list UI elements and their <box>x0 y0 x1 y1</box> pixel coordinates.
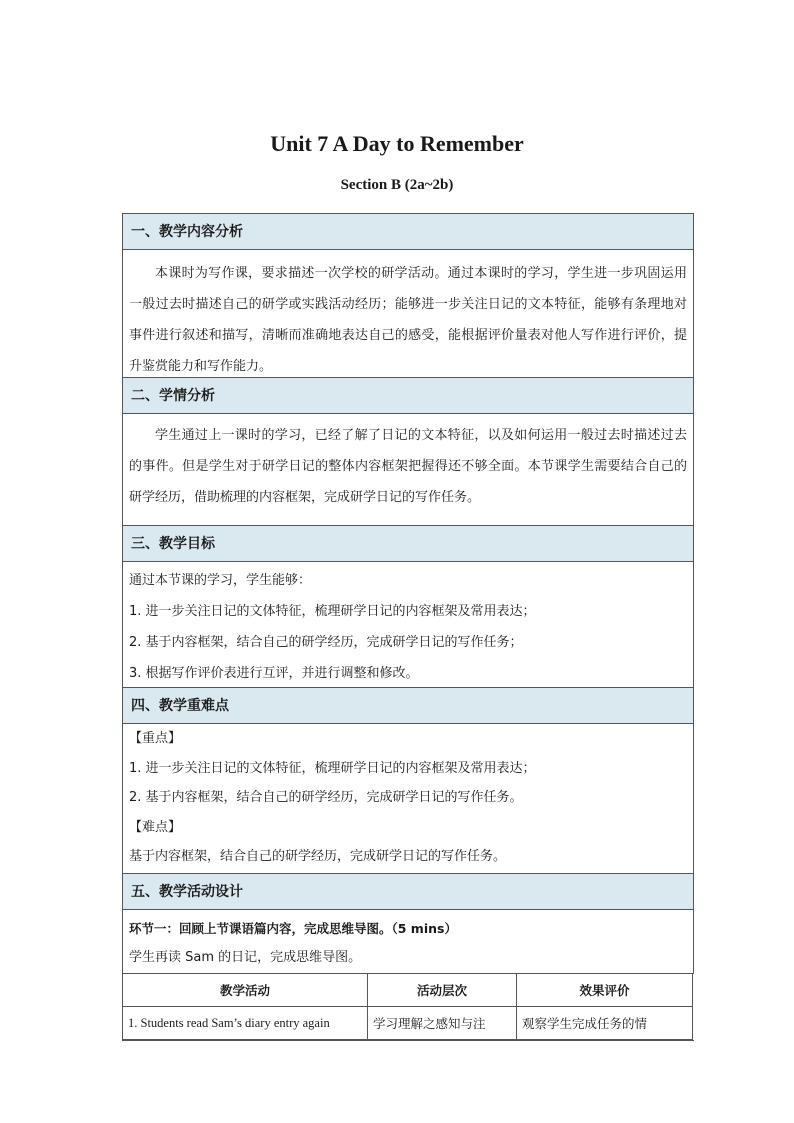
goal-item: 2. 基于内容框架，结合自己的研学经历，完成研学日记的写作任务； <box>129 635 523 650</box>
section-header-key-points: 四、教学重难点 <box>122 688 694 724</box>
difficulty-item: 基于内容框架，结合自己的研学经历，完成研学日记的写作任务。 <box>129 849 507 864</box>
section-body-student-analysis <box>122 414 694 526</box>
key-point-item: 1. 进一步关注日记的文体特征，梳理研学日记的内容框架及常用表达； <box>129 760 536 776</box>
key-point-label: 【重点】 <box>129 731 182 746</box>
difficulty-label: 【难点】 <box>129 819 182 835</box>
section-body-key-points <box>122 724 694 874</box>
key-point-item: 2. 基于内容框架，结合自己的研学经历，完成研学日记的写作任务。 <box>129 790 523 805</box>
document-title: Unit 7 A Day to Remember <box>270 131 524 156</box>
section-header-student-analysis: 二、学情分析 <box>122 378 694 414</box>
activity-table-header: 效果评价 <box>517 974 693 1007</box>
section-header-activity-design: 五、教学活动设计 <box>122 874 694 910</box>
activity-table-cell: 1. Students read Sam’s diary entry again <box>123 1007 368 1040</box>
student-analysis-text: 学生通过上一课时的学习，已经了解了日记的文本特征，以及如何运用一般过去时描述过去的事件。但是学生对于研学日记的整体内容框架把握得还不够全面。本节课学生需要结合自己的研学经历，借助梳理的内容框架，完成研学日记的写作任务。 <box>129 428 687 505</box>
content-analysis-text: 本课时为写作课，要求描述一次学校的研学活动。通过本课时的学习，学生进一步巩固运用一般过去时描述自己的研学或实践活动经历；能够进一步关注日记的文本特征，能够有条理地对事件进行叙述和描写，清晰而准确地表达自己的感受，能根据评价量表对他人写作进行评价，提升鉴赏能力和写作能力。 <box>129 266 687 374</box>
goal-item: 3. 根据写作评价表进行互评，并进行调整和修改。 <box>129 666 419 681</box>
section-header-teaching-goals: 三、教学目标 <box>122 526 694 562</box>
section-header-content-analysis: 一、教学内容分析 <box>122 214 694 250</box>
goal-item: 1. 进一步关注日记的文体特征，梳理研学日记的内容框架及常用表达； <box>129 604 536 619</box>
activity-table <box>122 974 694 1041</box>
section-body-teaching-goals <box>122 562 694 688</box>
section-body-content-analysis <box>122 250 694 378</box>
document-subtitle: Section B (2a~2b) <box>340 177 454 193</box>
step-one-text: 学生再读 Sam 的日记，完成思维导图。 <box>129 950 362 965</box>
activity-table-cell: 观察学生完成任务的情 <box>517 1007 693 1040</box>
goals-intro: 通过本节课的学习，学生能够： <box>129 573 312 588</box>
lesson-plan-table <box>122 213 694 1041</box>
activity-table-header: 活动层次 <box>368 974 517 1007</box>
section-body-activity-design <box>122 910 694 974</box>
activity-table-cell: 学习理解之感知与注 <box>368 1007 517 1040</box>
activity-table-header: 教学活动 <box>123 974 368 1007</box>
step-one-title: 环节一：回顾上节课语篇内容，完成思维导图。（5 mins） <box>129 921 457 936</box>
